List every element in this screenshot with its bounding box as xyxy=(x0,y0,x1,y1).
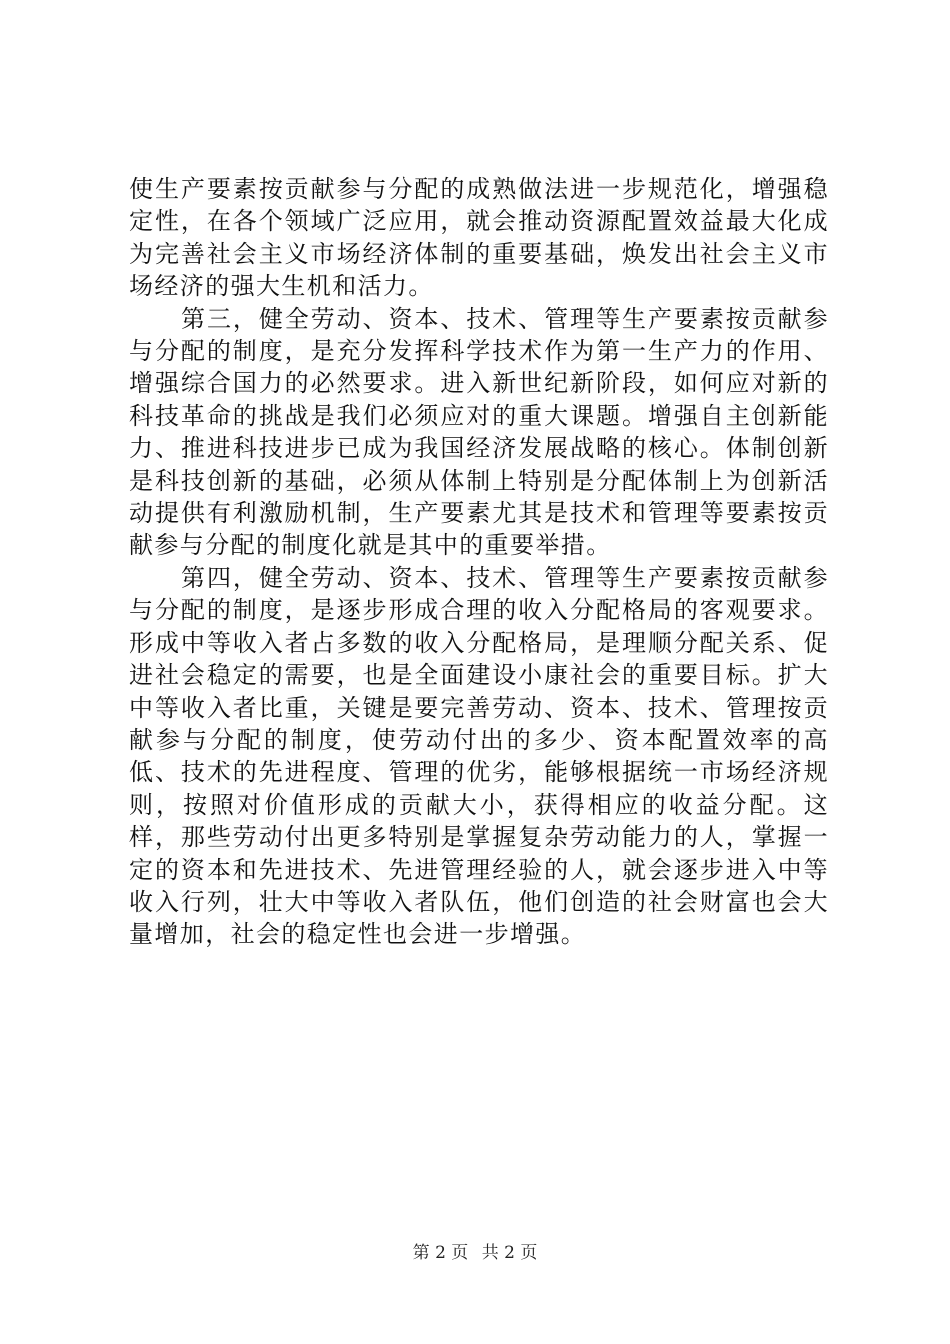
paragraph-continuation: 使生产要素按贡献参与分配的成熟做法进一步规范化，增强稳定性，在各个领域广泛应用，就会推动资源配置效益最大化成为完善社会主义市场经济体制的重要基础，焕发出社会主义市场经济的强大生机和活力。 xyxy=(129,175,829,301)
page-footer xyxy=(0,1238,950,1263)
document-body xyxy=(129,173,829,951)
paragraph-third-point: 第三，健全劳动、资本、技术、管理等生产要素按贡献参与分配的制度，是充分发挥科学技术作为第一生产力的作用、增强综合国力的必然要求。进入新世纪新阶段，如何应对新的科技革命的挑战是我们必须应对的重大课题。增强自主创新能力、推进科技进步已成为我国经济发展战略的核心。体制创新是科技创新的基础，必须从体制上特别是分配体制上为创新活动提供有利激励机制，生产要素尤其是技术和管理等要素按贡献参与分配的制度化就是其中的重要举措。 xyxy=(129,304,829,560)
page-total: 共 2 页 xyxy=(481,1243,538,1263)
paragraph-fourth-point: 第四，健全劳动、资本、技术、管理等生产要素按贡献参与分配的制度，是逐步形成合理的收入分配格局的客观要求。形成中等收入者占多数的收入分配格局，是理顺分配关系、促进社会稳定的需要，也是全面建设小康社会的重要目标。扩大中等收入者比重，关键是要完善劳动、资本、技术、管理按贡献参与分配的制度，使劳动付出的多少、资本配置效率的高低、技术的先进程度、管理的优劣，能够根据统一市场经济规则，按照对价值形成的贡献大小，获得相应的收益分配。这样，那些劳动付出更多特别是掌握复杂劳动能力的人，掌握一定的资本和先进技术、先进管理经验的人，就会逐步进入中等收入行列，壮大中等收入者队伍，他们创造的社会财富也会大量增加，社会的稳定性也会进一步增强。 xyxy=(129,563,829,949)
page-number: 第 2 页 xyxy=(412,1243,469,1263)
